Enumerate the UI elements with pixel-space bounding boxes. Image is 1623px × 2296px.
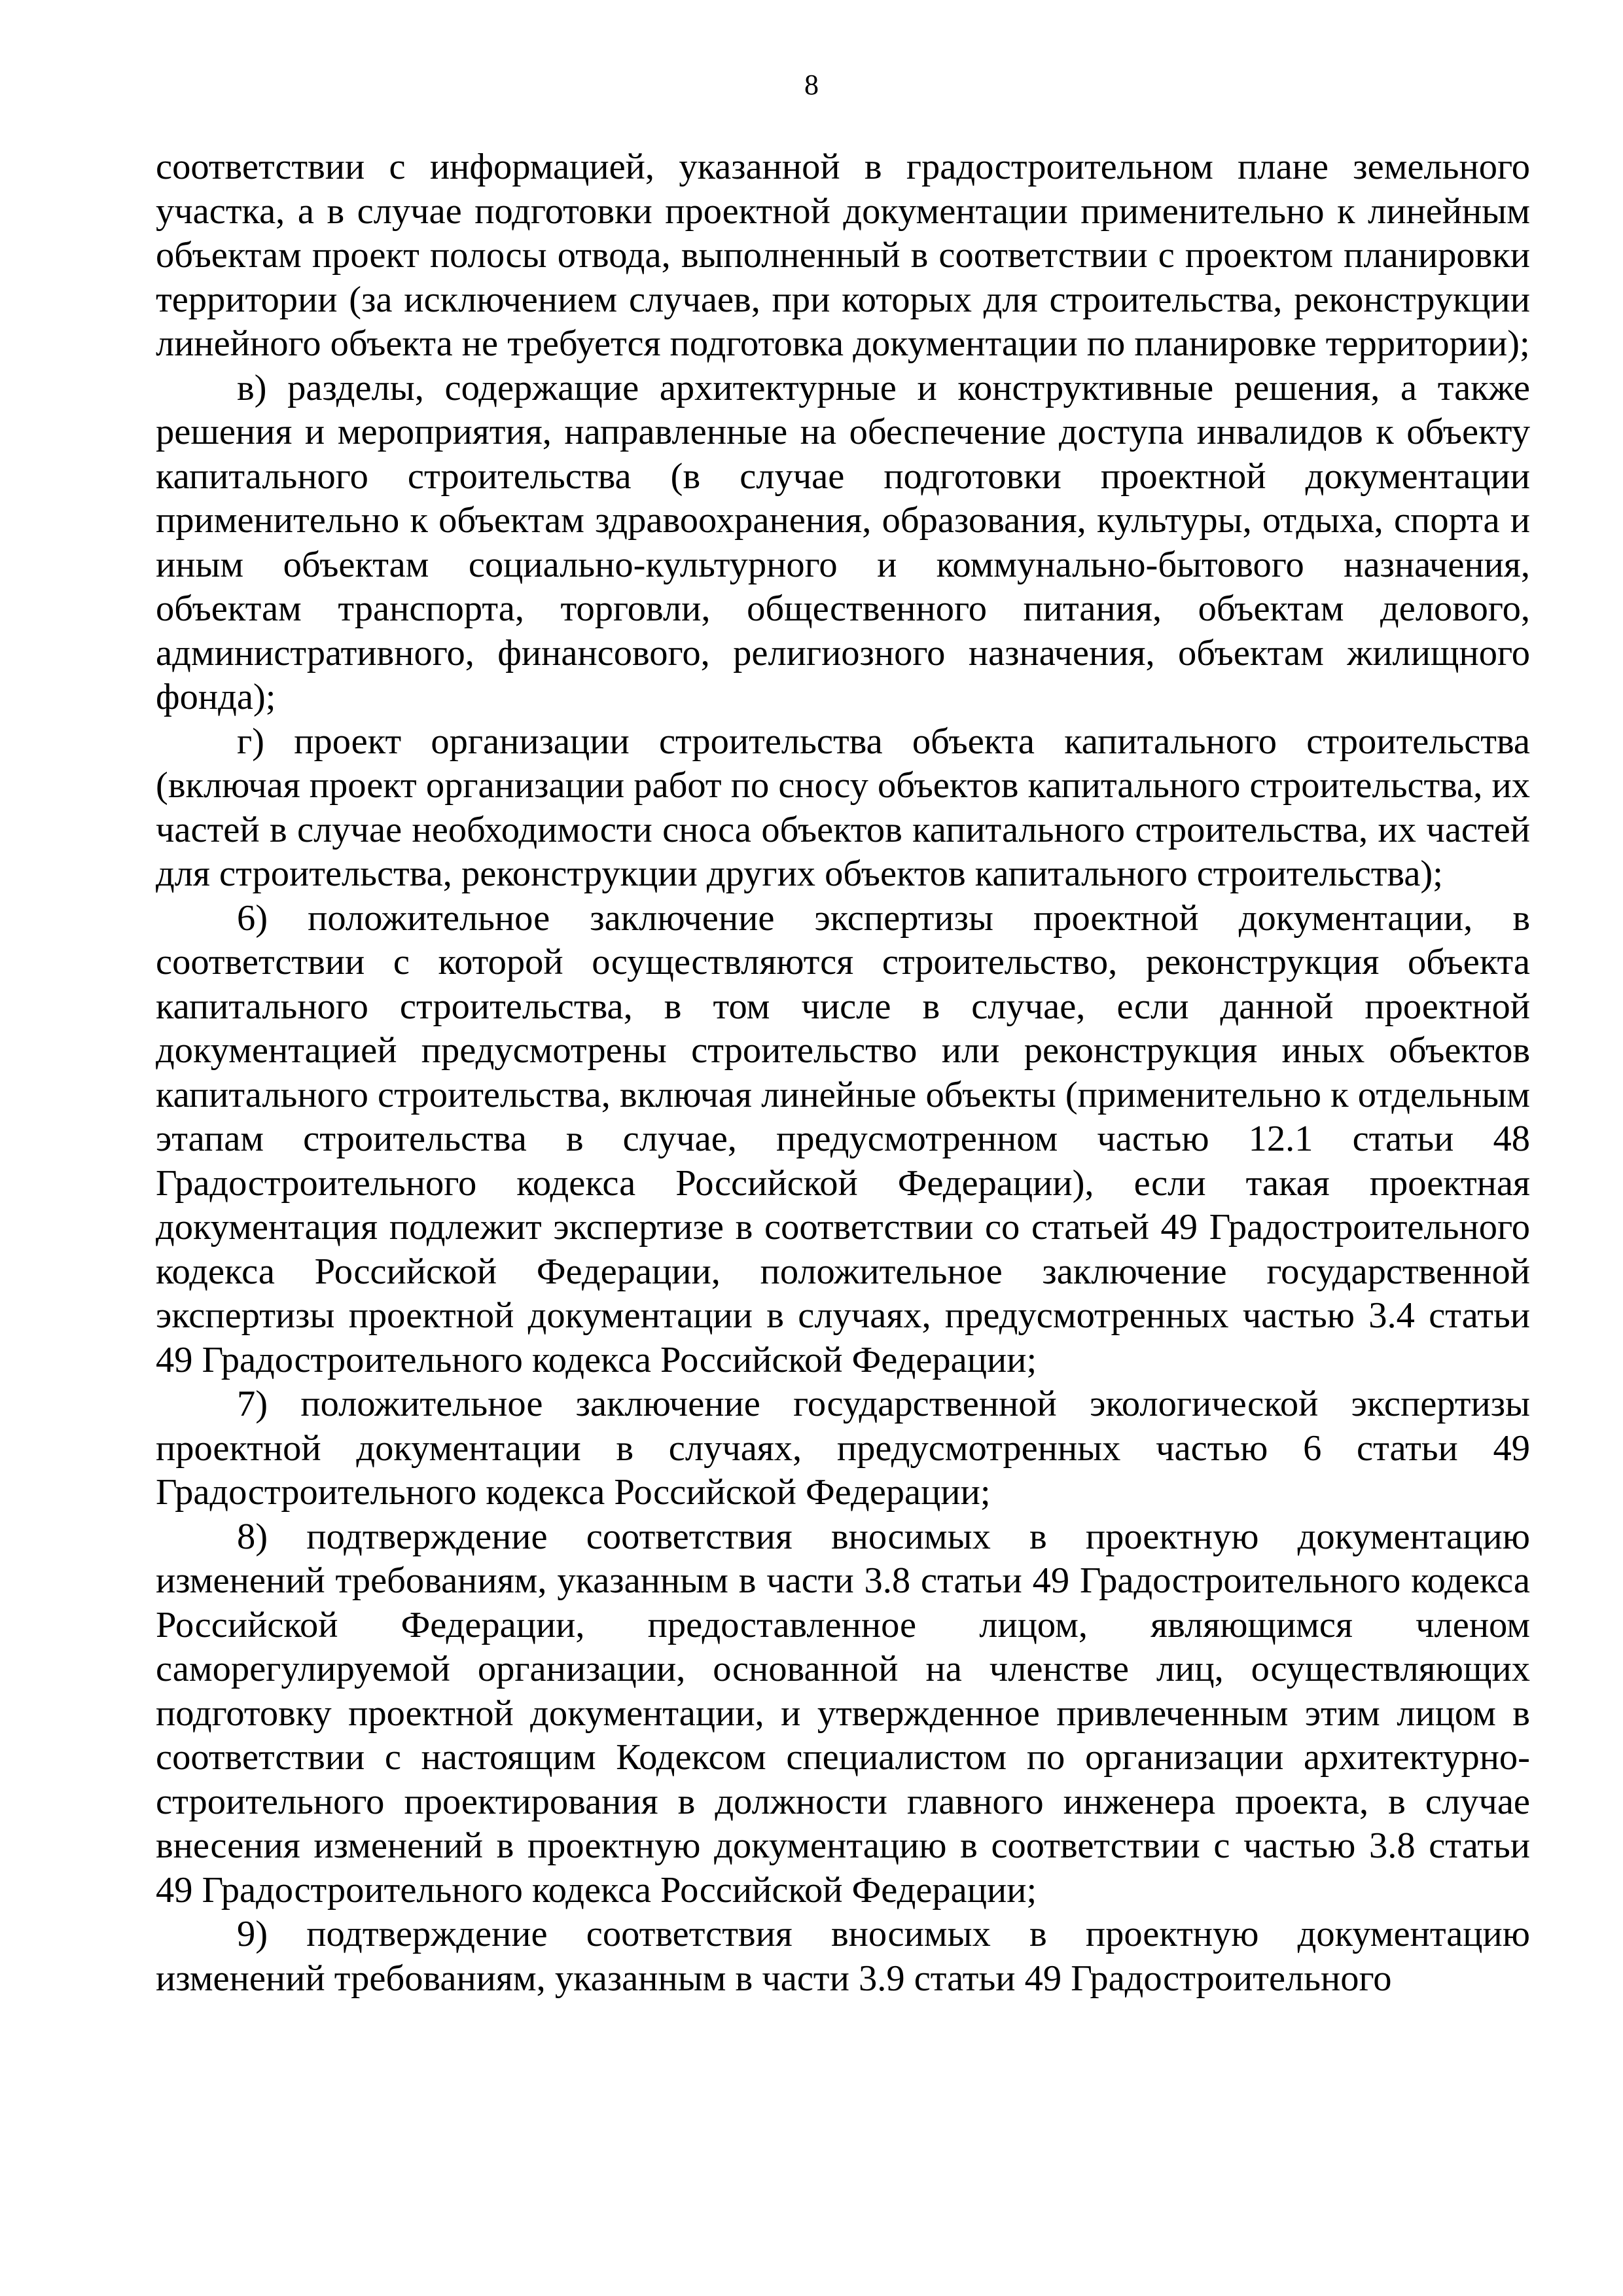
- paragraph-item-8: 8) подтверждение соответствия вносимых в проектную документацию изменений требованиям, указанным в части 3.8 статьи 49 Градостроительного кодекса Российской Федерации, предоставленное лицом, являющимся членом саморегулируемой организации, основанной на членстве лиц, осуществляющих подготовку проектной документации, и утвержденное привлеченным этим лицом в соответствии с настоящим Кодексом специалистом по организации архитектурно-строительного проектирования в должности главного инженера проекта, в случае внесения изменений в проектную документацию в соответствии с частью 3.8 статьи 49 Градостроительного кодекса Российской Федерации;: [156, 1516, 1530, 1910]
- page-number: 8: [804, 69, 819, 101]
- paragraph-item-g: г) проект организации строительства объекта капитального строительства (включая проект организации работ по сносу объектов капитального строительства, их частей в случае необходимости сноса объектов капитального строительства, их частей для строительства, реконструкции других объектов капитального строительства);: [156, 721, 1530, 894]
- paragraph-item-6: 6) положительное заключение экспертизы проектной документации, в соответствии с которой осуществляются строительство, реконструкция объекта капитального строительства, в том числе в случае, если данной проектной документацией предусмотрены строительство или реконструкция иных объектов капитального строительства, включая линейные объекты (применительно к отдельным этапам строительства в случае, предусмотренном частью 12.1 статьи 48 Градостроительного кодекса Российской Федерации), если такая проектная документация подлежит экспертизе в соответствии со статьей 49 Градостроительного кодекса Российской Федерации, положительное заключение государственной экспертизы проектной документации в случаях, предусмотренных частью 3.4 статьи 49 Градостроительного кодекса Российской Федерации;: [156, 897, 1530, 1380]
- paragraph-continuation: соответствии с информацией, указанной в градостроительном плане земельного участка, а в случае подготовки проектной документации применительно к линейным объектам проект полосы отвода, выполненный в соответствии с проектом планировки территории (за исключением случаев, при которых для строительства, реконструкции линейного объекта не требуется подготовка документации по планировке территории);: [156, 147, 1530, 364]
- paragraph-item-9: 9) подтверждение соответствия вносимых в проектную документацию изменений требованиям, указанным в части 3.9 статьи 49 Градостроительного: [156, 1914, 1530, 1999]
- paragraph-item-7: 7) положительное заключение государственной экологической экспертизы проектной документации в случаях, предусмотренных частью 6 статьи 49 Градостроительного кодекса Российской Федерации;: [156, 1384, 1530, 1513]
- document-body: [156, 145, 1530, 2001]
- paragraph-item-v: в) разделы, содержащие архитектурные и конструктивные решения, а также решения и мероприятия, направленные на обеспечение доступа инвалидов к объекту капитального строительства (в случае подготовки проектной документации применительно к объектам здравоохранения, образования, культуры, отдыха, спорта и иным объектам социально-культурного и коммунально-бытового назначения, объектам транспорта, торговли, общественного питания, объектам делового, административного, финансового, религиозного назначения, объектам жилищного фонда);: [156, 367, 1530, 717]
